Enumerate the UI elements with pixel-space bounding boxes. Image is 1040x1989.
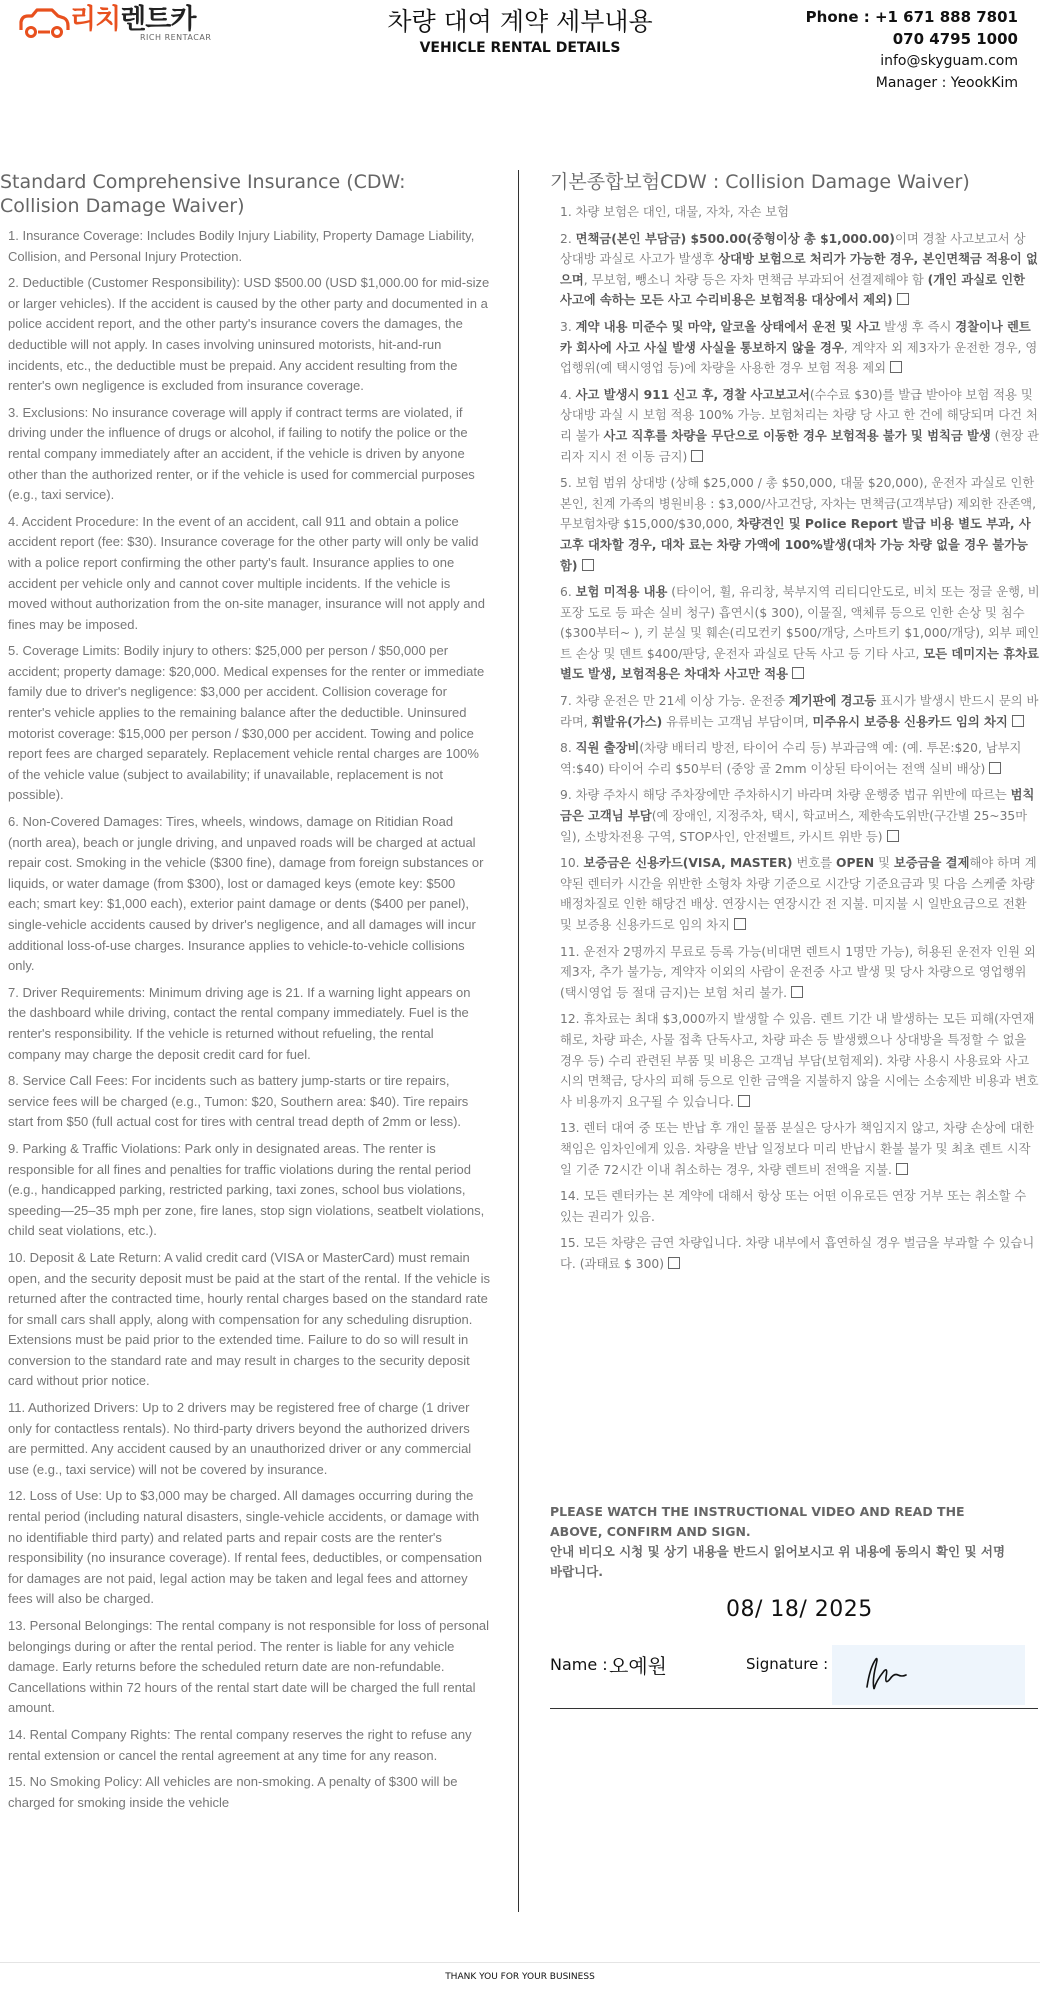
phone-secondary: 070 4795 1000 <box>892 30 1018 48</box>
english-term-6: 6. Non-Covered Damages: Tires, wheels, windows, damage on Ritidian Road (north area), beach or jungle driving, and unpaved roads will be charged at actual repair cost. Smoking in the vehicle ($300 fine), damage from foreign substances or liquids, or water damage (from $300), lost or damaged keys (emote key: $500 each; smart key: $1,000 each), exterior paint damage or dents ($400 per panel), single-vehicle accidents caused by driver's negligence, and all damages will incur additional loss-of-use charges. Insurance applies to vehicle-to-vehicle collisions only. <box>8 814 484 974</box>
english-term-14: 14. Rental Company Rights: The rental company reserves the right to refuse any rental extension or cancel the rental agreement at any time for any reason. <box>8 1726 472 1763</box>
contact-info <box>806 6 1018 94</box>
car-logo-icon <box>18 6 70 42</box>
english-term-12: 12. Loss of Use: Up to $3,000 may be charged. All damages occurring during the rental period (including natural disasters, single-vehicle accidents, or damage with no identifiable third party) and related parts and repair costs are the renter's responsibility (no insurance coverage). If rental fees, deductibles, or compensation for damages are not paid, legal action may be taken and legal fees and attorney fees will also be charged. <box>8 1488 483 1607</box>
renter-name: 오예원 <box>609 1654 667 1678</box>
korean-terms-column <box>550 170 1040 1281</box>
korean-term-15: 15. 모든 차량은 금연 차량입니다. 차량 내부에서 흡연하실 경우 벌금을 부과할 수 있습니다. (과태료 $ 300) <box>560 1236 1035 1271</box>
english-term-11: 11. Authorized Drivers: Up to 2 drivers may be registered free of charge (1 driver only for contactless rentals). No third-party drivers beyond the authorized drivers are permitted. Any accident caused by an unauthorized driver or any commercial use (e.g., taxi service) will not be covered by insurance. <box>8 1400 472 1477</box>
email: info@skyguam.com <box>880 53 1018 69</box>
english-term-10: 10. Deposit & Late Return: A valid credit card (VISA or MasterCard) must remain open, and the security deposit must be paid at the start of the rental. If the vehicle is returned after the contracted time, hourly rental charges based on the standard rate for small cars shall apply, along with compensation for any scheduling disruption. Extensions must be paid prior to the extended time. Failure to do so will result in conversion to the standard rate and may result in charges to the security deposit card without prior notice. <box>8 1249 491 1389</box>
korean-term-4: 4. 사고 발생시 911 신고 후, 경찰 사고보고서(수수료 $30)를 발급 받아야 보험 적용 및 상대방 과실 시 보험 적용 100% 가능. 보험처리는 차량 당 사고 한 건에 해당되며 다건 처리 불가 사고 직후를 차량을 무단으로 이동한 경우 보험적용 불가 및 범칙금 발생 (현장 관리자 지시 전 이동 금지) <box>560 387 1040 464</box>
korean-term-6: 6. 보험 미적용 내용 (타이어, 휠, 유리창, 북부지역 리티디안도로, 비치 또는 정글 운행, 비포장 도로 등 파손 실비 청구) 흡연시($ 300), 이물질, 액체류 등으로 인한 손상 및 침수($300부터~ ), 키 분실 및 훼손(리모컨키 $500/개당, 스마트키 $1,000/개당), 외부 페인트 손상 및 덴트 $400/판당, 운전자 과실로 단독 사고 등 기타 사고, 모든 데미지는 휴차료 별도 발생, 보험적용은 차대차 사고만 적용 <box>560 585 1040 682</box>
english-term-15: 15. No Smoking Policy: All vehicles are non-smoking. A penalty of $300 will be charged for smoking inside the vehicle <box>8 1774 458 1810</box>
english-terms-column <box>0 170 490 1819</box>
page-title-korean: 차량 대여 계약 세부내용 <box>387 7 653 36</box>
checkbox[interactable] <box>734 918 746 930</box>
english-term-2: 2. Deductible (Customer Responsibility): USD $500.00 (USD $1,000.00 for mid-size or larger vehicles). If the accident is caused by the other party and documented in a police accident report, and the other party's insurance covers the damages, the deductible will not apply. In cases involving uninsured motorists, hit-and-run incidents, etc., the deductible must be prepaid. Any accident resulting from the renter's own negligence is excluded from insurance coverage. <box>8 275 490 394</box>
company-logo <box>18 4 228 44</box>
checkbox[interactable] <box>738 1095 750 1107</box>
footer-divider <box>0 1962 1040 1963</box>
logo-subtitle: RICH RENTACAR <box>140 33 212 42</box>
korean-term-3: 3. 계약 내용 미준수 및 마약, 알코올 상태에서 운전 및 사고 발생 후 즉시 경찰이나 렌트카 회사에 사고 사실 발생 사실을 통보하지 않을 경우, 계약자 외 제3자가 운전한 경우, 영업행위(예 택시영업 등)에 차량을 사용한 경우 보험 적용 제외 <box>560 319 1038 376</box>
signature-line <box>550 1708 1038 1709</box>
column-divider <box>518 170 519 1912</box>
korean-term-1: 1. 차량 보험은 대인, 대물, 자차, 자손 보험 <box>560 205 790 219</box>
notice-english: PLEASE WATCH THE INSTRUCTIONAL VIDEO AND READ THE ABOVE, CONFIRM AND SIGN. <box>550 1504 965 1539</box>
checkbox[interactable] <box>791 986 803 998</box>
english-term-1: 1. Insurance Coverage: Includes Bodily Injury Liability, Property Damage Liability, Collision, and Personal Injury Protection. <box>8 228 475 264</box>
confirmation-notice <box>550 1502 1020 1582</box>
english-term-3: 3. Exclusions: No insurance coverage will apply if contract terms are violated, if driving under the influence of drugs or alcohol, if failing to notify the police or the rental company immediately after an accident, if the vehicle is driven by anyone other than the authorized renter, or if the vehicle is used for commercial purposes (e.g., taxi service). <box>8 404 475 503</box>
checkbox[interactable] <box>896 1163 908 1175</box>
signing-date: 08/ 18/ 2025 <box>726 1597 873 1622</box>
english-term-9: 9. Parking & Traffic Violations: Park only in designated areas. The renter is responsible for all fines and penalties for traffic violations during the rental period (e.g., handicapped parking, restricted parking, taxi zones, school bus violations, speeding—25–35 mph per zone, fire lanes, stop sign violations, seatbelt violations, child seat violations, etc.). <box>8 1140 485 1239</box>
checkbox[interactable] <box>1012 715 1024 727</box>
manager: Manager : YeookKim <box>875 75 1018 91</box>
korean-term-5: 5. 보험 범위 상대방 (상해 $25,000 / 총 $50,000, 대물 $20,000), 운전자 과실로 인한 본인, 친계 가족의 병원비용 : $3,000/사고건당, 자차는 면책금(고객부담) 제외한 잔존액, 무보험차량 $15,000/$30,000, 차량견인 및 Police Report 발급 비용 별도 부과, 사고후 대차할 경우, 대차 료는 차량 가액에 100%발생(대차 가능 차량 없을 경우 불가능함) <box>560 476 1037 573</box>
english-term-7: 7. Driver Requirements: Minimum driving age is 21. If a warning light appears on the dashboard while driving, contact the rental company immediately. Fuel is the renter's responsibility. If the vehicle is returned without refueling, the rental company may charge the deposit credit card for fuel. <box>8 984 471 1062</box>
page-title-english: VEHICLE RENTAL DETAILS <box>419 40 621 56</box>
korean-term-9: 9. 차량 주차시 해당 주차장에만 주차하시기 바라며 차량 운행중 법규 위반에 따르는 범칙금은 고객님 부담(예 장애인, 지정주차, 택시, 학교버스, 제한속도위반(구간별 25~35마일), 소방차전용 구역, STOP사인, 안전벨트, 카시트 위반 등) <box>560 788 1035 844</box>
english-term-13: 13. Personal Belongings: The rental company is not responsible for loss of personal belongings during or after the rental period. The renter is liable for any vehicle damage. Early returns before the scheduled return date are non-refundable. Cancellations within 72 hours of the rental start date will be charged the full rental amount. <box>8 1618 490 1716</box>
checkbox[interactable] <box>890 361 902 373</box>
checkbox[interactable] <box>792 667 804 679</box>
korean-term-11: 11. 운전자 2명까지 무료로 등록 가능(비대면 렌트시 1명만 가능), 허용된 운전자 인원 외 제3자, 추가 불가능, 계약자 이외의 사람이 운전중 사고 발생 및 당사 차량으로 영업행위(택시영업 등 절대 금지)는 보험 처리 불가. <box>560 944 1036 1000</box>
signature-pad[interactable] <box>832 1645 1025 1705</box>
checkbox[interactable] <box>668 1257 680 1269</box>
korean-terms-heading: 기본종합보험CDW : Collision Damage Waiver) <box>550 171 970 193</box>
checkbox[interactable] <box>691 450 703 462</box>
korean-term-13: 13. 렌터 대여 중 또는 반납 후 개인 물품 분실은 당사가 책임지지 않고, 차량 손상에 대한 책임은 임차인에게 있음. 차량을 반납 일정보다 미리 반납시 환불 불가 및 최초 렌트 시작일 기준 72시간 이내 취소하는 경우, 차량 렌트비 전액을 지불. <box>560 1121 1035 1177</box>
phone-primary: Phone : +1 671 888 7801 <box>805 8 1018 26</box>
checkbox[interactable] <box>897 293 909 305</box>
korean-term-7: 7. 차량 운전은 만 21세 이상 가능. 운전중 계기판에 경고등 표시가 발생시 반드시 문의 바라며, 휘발유(가스) 유류비는 고객님 부담이며, 미주유시 보증용 신용카드 임의 차지 <box>560 694 1039 729</box>
korean-term-8: 8. 직원 출장비(차량 배터리 방전, 타이어 수리 등) 부과금액 예: (예. 투몬:$20, 남부지역:$40) 타이어 수리 $50부터 (중앙 골 2mm 이상된 타이어는 전액 실비 배상) <box>560 741 1022 776</box>
checkbox[interactable] <box>989 762 1001 774</box>
signature-label: Signature : <box>746 1655 829 1673</box>
checkbox[interactable] <box>582 559 594 571</box>
name-label: Name : <box>550 1655 608 1674</box>
footer-text: THANK YOU FOR YOUR BUSINESS <box>445 1972 595 1982</box>
korean-term-10: 10. 보증금은 신용카드(VISA, MASTER) 번호를 OPEN 및 보증금을 결제해야 하며 계약된 렌터카 시간을 위반한 소형차 차량 기준으로 시간당 기준요금과 및 다음 스케줄 차량 배정차질로 인한 해당건 배상. 연장시는 연장시간 전 지불. 미지불 시 일반요금으로 전환 및 보증용 신용카드로 임의 차지 <box>560 856 1037 932</box>
english-terms-heading: Standard Comprehensive Insurance (CDW: Collision Damage Waiver) <box>0 171 406 217</box>
english-term-8: 8. Service Call Fees: For incidents such as battery jump-starts or tire repairs, service fees will be charged (e.g., Tumon: $20, Southern area: $40). Tire repairs start from $50 (full actual cost for tires with central tread depth of 2mm or less). <box>8 1073 469 1130</box>
english-term-4: 4. Accident Procedure: In the event of an accident, call 911 and obtain a police accident report (fee: $30). Insurance coverage for the other party will only be valid with a police report confirming the other party's fault. Insurance applies to one accident per vehicle only and cannot cover multiple incidents. If the vehicle is moved without authorization from the on-site manager, insurance will not apply and fines may be imposed. <box>8 513 485 632</box>
checkbox[interactable] <box>887 830 899 842</box>
korean-term-12: 12. 휴차료는 최대 $3,000까지 발생할 수 있음. 렌트 기간 내 발생하는 모든 피해(자연재해로, 차량 파손, 사물 접촉 단독사고, 차량 파손 등 발생했으나 상대방을 특정할 수 없을 경우 등) 수리 관련된 부품 및 비용은 고객님 부담(보험제외). 차량 사용시 사용료와 사고시의 면책금, 당사의 피해 등으로 인한 금액을 지불하지 않을 시에는 소송제반 비용과 변호사 비용까지 요구될 수 있습니다. <box>560 1012 1039 1109</box>
signature-drawing <box>832 1645 1025 1705</box>
korean-term-2: 2. 면책금(본인 부담금) $500.00(중형이상 총 $1,000.00)이며 경찰 사고보고서 상 상대방 과실로 사고가 발생후 상대방 보험으로 처리가 가능한 경우, 본인면책금 적용이 없으며, 무보험, 뺑소니 차량 등은 자차 면책금 부과되어 선결제해야 함 (개인 과실로 인한 사고에 속하는 모든 사고 수리비용은 보험적용 대상에서 제외) <box>560 231 1038 308</box>
logo-text: 리치렌트카 <box>70 4 196 35</box>
notice-korean: 안내 비디오 시청 및 상기 내용을 반드시 읽어보시고 위 내용에 동의시 확인 및 서명 바랍니다. <box>550 1544 1006 1579</box>
english-term-5: 5. Coverage Limits: Bodily injury to others: $25,000 per person / $50,000 per accident; property damage: $20,000. Medical expenses for the renter or immediate family due to driver's negligence: $3,000 per accident. Collision coverage for renter's vehicle applies to the remaining balance after the deductible. Uninsured motorist coverage: $15,000 per person / $30,000 per accident. Towing and police report fees are charged separately. Replacement vehicle rental charges are 100% of the vehicle value (subject to availability; if unavailable, replacement is not possible). <box>8 643 485 803</box>
korean-term-14: 14. 모든 렌터카는 본 계약에 대해서 항상 또는 어떤 이유로든 연장 거부 또는 취소할 수 있는 권리가 있음. <box>560 1189 1027 1224</box>
